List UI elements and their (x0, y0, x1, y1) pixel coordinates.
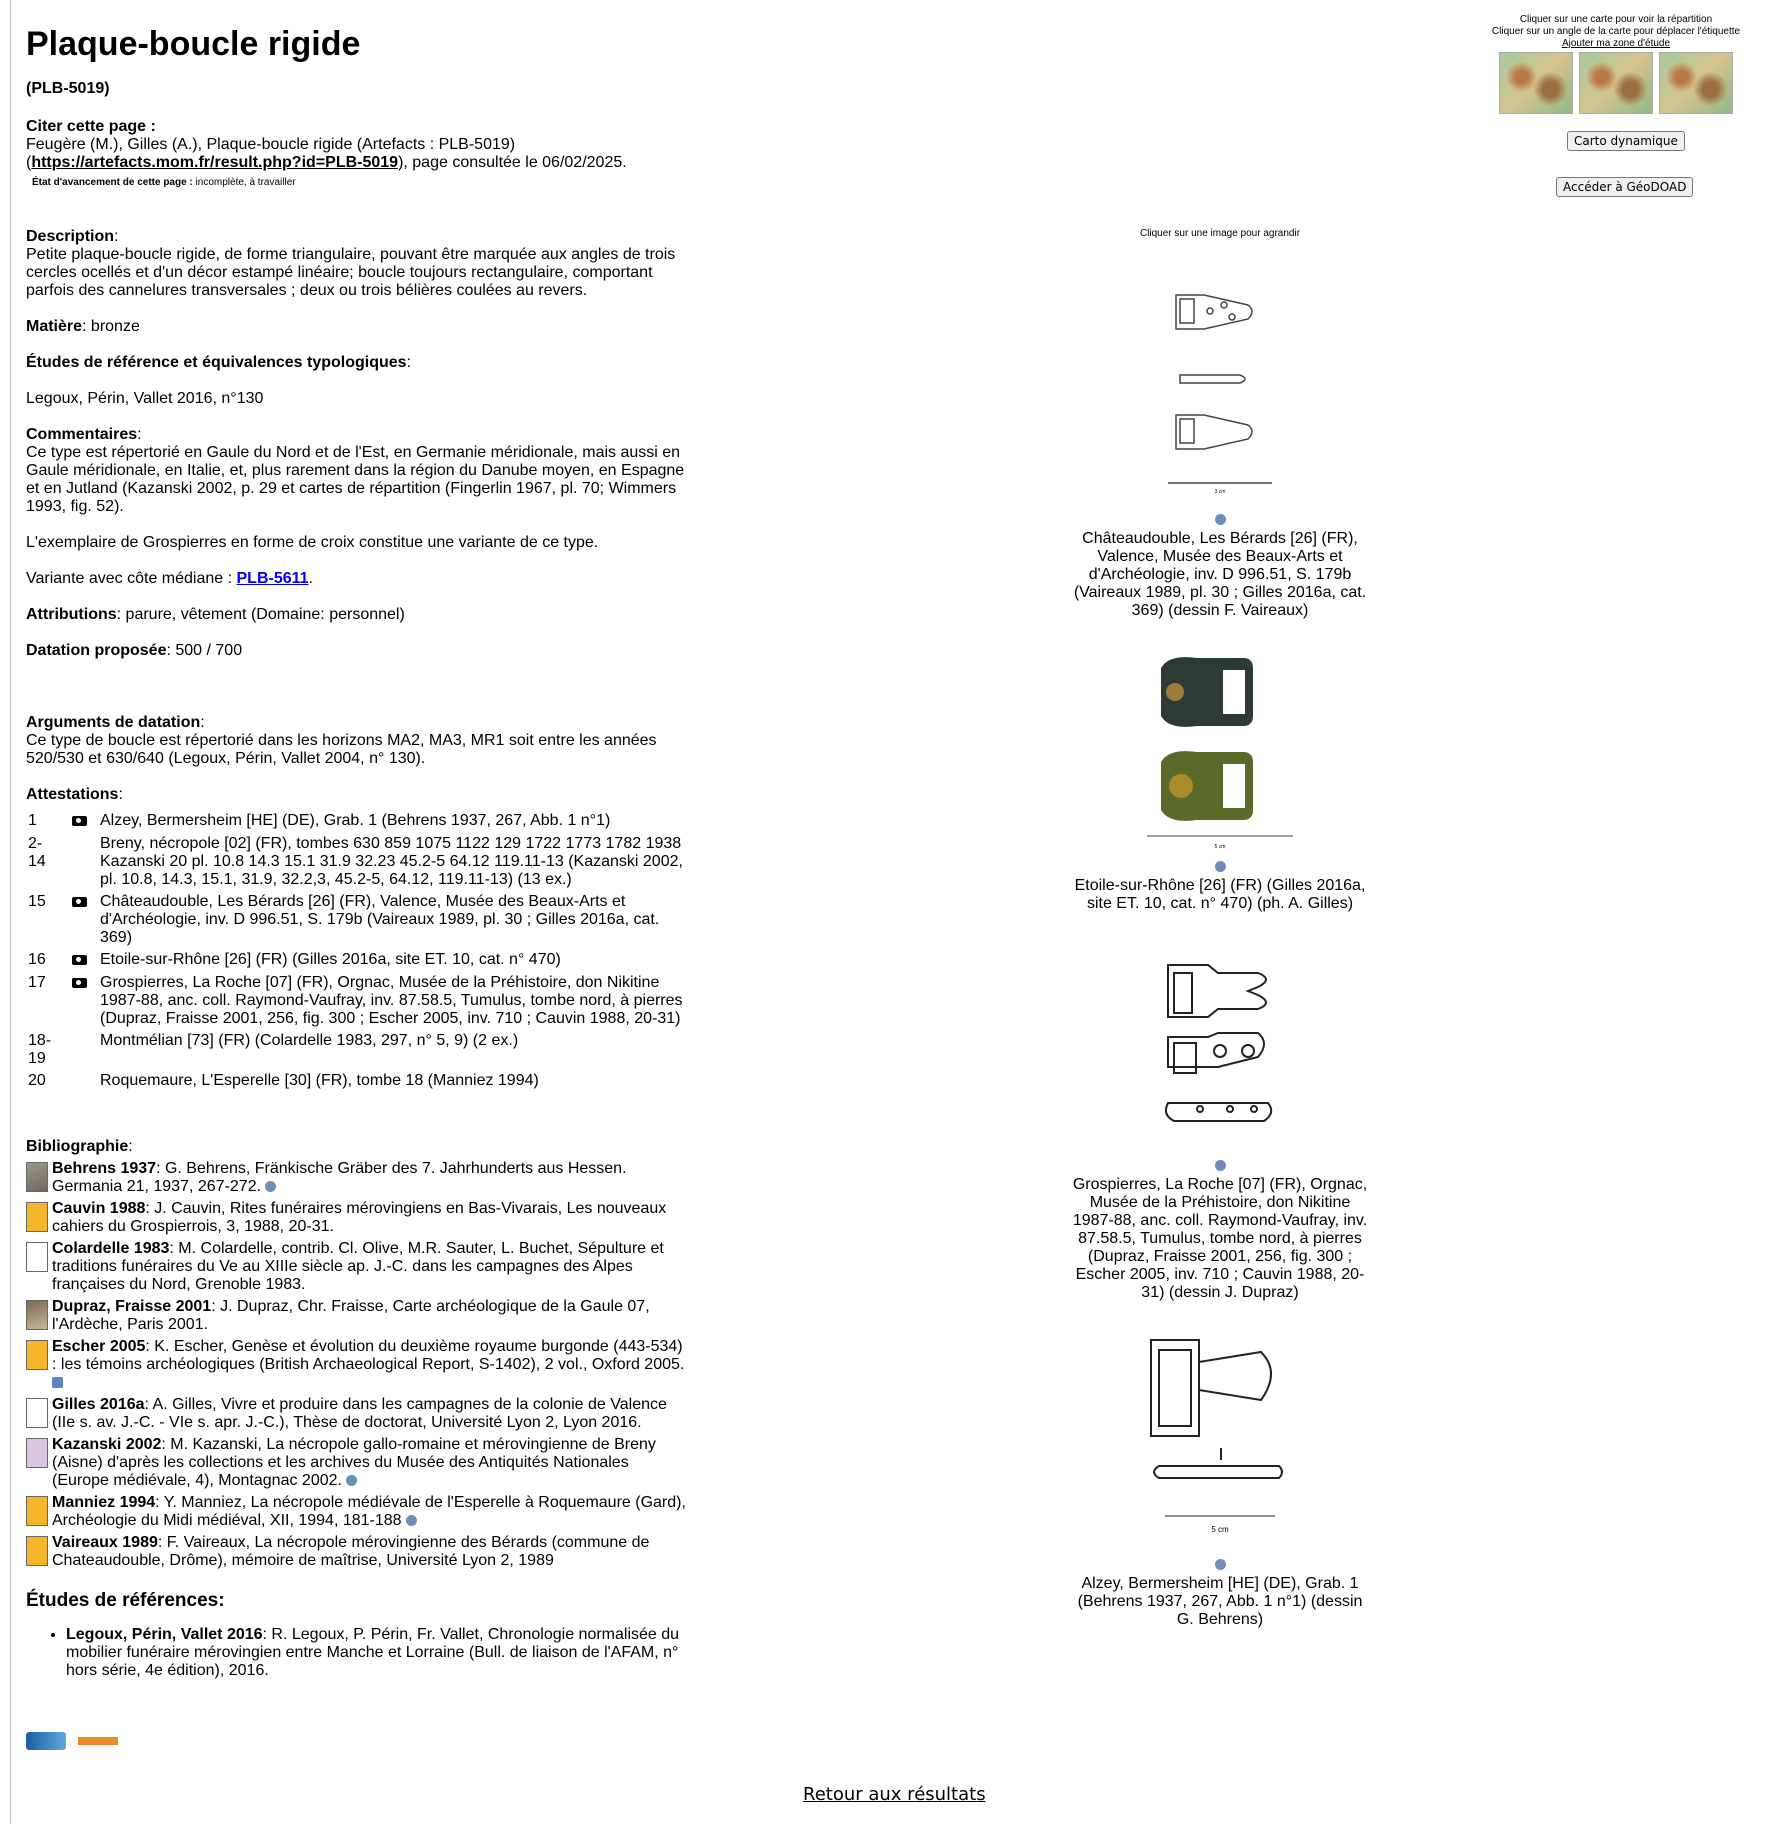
map-europe-west[interactable] (1579, 52, 1653, 114)
matiere-section: Matière: bronze (26, 318, 140, 335)
figure (1000, 1332, 1440, 1629)
image-column (1000, 228, 1440, 1629)
cite-block (26, 118, 686, 192)
figure-caption: Grospierres, La Roche [07] (FR), Orgnac, Musée de la Préhistoire, don Nikitine 1987-88, anc. coll. Raymond-Vaufray, inv. 87.58.5, Tumulus, tombe nord, à pierres (Dupraz, Fraisse 2001, 256, fig. 300 ; Escher 2005, inv. 710 ; Cauvin 1988, 20-31) (dessin J. Dupraz) (1072, 1176, 1368, 1301)
etudes-references-list (26, 1626, 686, 1680)
bib-item: Colardelle 1983: M. Colardelle, contrib. Cl. Olive, M.R. Sauter, L. Buchet, Sépulture et traditions funéraires du Ve au XIIIe siècle ap. J.-C. dans les campagnes des Alpes françaises du Nord, Grenoble 1983. (26, 1240, 686, 1294)
buckle-photo-image[interactable] (1135, 644, 1305, 854)
bib-item: Cauvin 1988: J. Cauvin, Rites funéraires mérovingiens en Bas-Vivarais, Les nouveaux cahiers du Grospierrois, 3, 1988, 20-31. (26, 1200, 686, 1236)
zoom-icon[interactable] (1215, 514, 1226, 525)
datation-section: Datation proposée: 500 / 700 (26, 642, 243, 659)
book-cover-icon[interactable] (26, 1242, 48, 1272)
bib-item: Dupraz, Fraisse 2001: J. Dupraz, Chr. Fraisse, Carte archéologique de la Gaule 07, l'Ardèche, Paris 2001. (26, 1298, 686, 1334)
table-row: 1 Alzey, Bermersheim [HE] (DE), Grab. 1 (Behrens 1937, 267, Abb. 1 n°1) (28, 812, 611, 829)
bib-item: Manniez 1994: Y. Manniez, La nécropole médiévale de l'Esperelle à Roquemaure (Gard), Archéologie du Midi médiéval, XII, 1994, 181-188 (26, 1494, 686, 1530)
camera-icon[interactable] (72, 978, 87, 988)
cite-text: Feugère (M.), Gilles (A.), Plaque-boucle rigide (Artefacts : PLB-5019) (https://artefacts.mom.fr/result.php?id=PLB-5019), page consultée le 06/02/2025. (26, 136, 627, 171)
table-row: 17 Grospierres, La Roche [07] (FR), Orgnac, Musée de la Préhistoire, don Nikitine 1987-88, anc. coll. Raymond-Vaufray, inv. 87.58.5, Tumulus, tombe nord, à pierres (Dupraz, Fraisse 2001, 256, fig. 300 ; Escher 2005, inv. 710 ; Cauvin 1988, 20-31) (28, 974, 683, 1027)
cite-label: Citer cette page : (26, 118, 156, 135)
zoom-icon[interactable] (1215, 861, 1226, 872)
status-line: État d'avancement de cette page : incomplète, à travailler (32, 177, 296, 188)
list-item: • Legoux, Périn, Vallet 2016: R. Legoux, P. Périn, Fr. Vallet, Chronologie normalisée du mobilier funéraire mérovingien entre Manche et Lorraine (Bull. de liaison de l'AFAM, n° hors série, 4e édition), 2016. (66, 1626, 686, 1680)
distribution-maps: Cliquer sur une carte pour voir la répartition Cliquer sur un angle de la carte pour déplacer l'étiquette Ajouter ma zone d'étude (1486, 14, 1746, 114)
book-cover-icon[interactable] (26, 1300, 48, 1330)
etudes-section: Études de référence et équivalences typologiques: Legoux, Périn, Vallet 2016, n°130 (26, 354, 412, 407)
camera-icon[interactable] (72, 816, 87, 826)
bib-item: Escher 2005: K. Escher, Genèse et évolution du deuxième royaume burgonde (443-534) : les témoins archéologiques (British Archaeological Report, S-1402), 2 vol., Oxford 2005. (26, 1338, 686, 1392)
buckle-drawing-image[interactable] (1135, 1332, 1305, 1552)
table-row: 18-19 Montmélian [73] (FR) (Colardelle 1983, 297, n° 5, 9) (2 ex.) (28, 1032, 519, 1067)
figure (1000, 277, 1440, 620)
map-europe[interactable] (1659, 52, 1733, 114)
carto-dynamique-button[interactable]: Carto dynamique (1567, 131, 1685, 151)
figure-caption: Etoile-sur-Rhône [26] (FR) (Gilles 2016a, site ET. 10, cat. n° 470) (ph. A. Gilles) (1074, 877, 1366, 912)
external-link-icon[interactable] (406, 1515, 417, 1526)
page-code: (PLB-5019) (26, 80, 110, 97)
external-link-icon[interactable] (346, 1475, 357, 1486)
table-row: 2-14 Breny, nécropole [02] (FR), tombes 630 859 1075 1122 129 1722 1773 1782 1938 Kazanski 20 pl. 10.8 14.3 15.1 31.9 32.23 45.2-5 64.12 119.11-13 (Kazanski 2002, pl. 10.8, 14.3, 15.1, 31.9, 32.2,3, 45.2-5, 64.12, 119.11-13) (13 ex.) (28, 835, 683, 888)
figure-caption: Alzey, Bermersheim [HE] (DE), Grab. 1 (Behrens 1937, 267, Abb. 1 n°1) (dessin G. Behrens) (1077, 1575, 1363, 1628)
afam-logo[interactable] (26, 1732, 66, 1750)
bib-item: Behrens 1937: G. Behrens, Fränkische Gräber des 7. Jahrhunderts aus Hessen. Germania 21, 1937, 267-272. (26, 1160, 686, 1196)
image-hint: Cliquer sur une image pour agrandir (1139, 228, 1301, 239)
bib-item: Gilles 2016a: A. Gilles, Vivre et produire dans les campagnes de la colonie de Valence (IIe s. av. J.-C. - VIe s. apr. J.-C.), Thèse de doctorat, Université Lyon 2, Lyon 2016. (26, 1396, 686, 1432)
geodoad-button[interactable]: Accéder à GéoDOAD (1556, 177, 1693, 197)
cite-url-link[interactable]: https://artefacts.mom.fr/result.php?id=PLB-5019 (31, 154, 399, 171)
left-border (10, 0, 11, 1824)
bibliographie-section: Bibliographie: Behrens 1937: G. Behrens, Fränkische Gräber des 7. Jahrhunderts aus Hessen. Germania 21, 1937, 267-272. Cauvin 1988: J. Cauvin, Rites funéraires mérovingiens en Bas-Vivarais, Les nouveaux cahiers du Grospierrois, 3, 1988, 20-31. Colardelle 1983: M. Colardelle, contrib. Cl. Olive, M.R. Sauter, L. Buchet, Sépulture et traditions funéraires du Ve au XIIIe siècle ap. J.-C. dans les campagnes des Alpes françaises du Nord, Grenoble 1983. Dupraz, Fraisse 2001: J. Dupraz, Chr. Fraisse, Carte archéologique de la Gaule 07, l'Ardèche, Paris 2001. Escher 2005: K. Escher, Genèse et évolution du deuxième royaume burgonde (443-534) : les témoins archéologiques (British Archaeological Report, S-1402), 2 vol., Oxford 2005. Gilles 2016a: A. Gilles, Vivre et produire dans les campagnes de la colonie de Valence (IIe s. av. J.-C. - VIe s. apr. J.-C.), Thèse de doctorat, Université Lyon 2, Lyon 2016. Kazanski 2002: M. Kazanski, La nécropole gallo-romaine et mérovingienne de Breny (Aisne) d'après les collections et les archives du Musée des Antiquités Nationales (Europe médiévale, 4), Montagnac 2002. Manniez 1994: Y. Manniez, La nécropole médiévale de l'Esperelle à Roquemaure (Gard), Archéologie du Midi médiéval, XII, 1994, 181-188 Vaireaux 1989: F. Vaireaux, La nécropole mérovingienne des Bérards (commune de Chateaudouble, Drôme), mémoire de maîtrise, Université Lyon 2, 1989 (26, 1138, 686, 1569)
zoom-icon[interactable] (1215, 1160, 1226, 1171)
etudes-references-heading: Études de références: (26, 1590, 225, 1611)
book-cover-icon[interactable] (26, 1162, 48, 1192)
table-row: 16 Etoile-sur-Rhône [26] (FR) (Gilles 2016a, site ET. 10, cat. n° 470) (28, 951, 561, 968)
attestations-section: Attestations: 1 Alzey, Bermersheim [HE] (DE), Grab. 1 (Behrens 1937, 267, Abb. 1 n°1) 2-14 Breny, nécropole [02] (FR), tombes 630 859 1075 1122 129 1722 1773 1782 1938 Kazanski 20 pl. 10.8 14.3 15.1 31.9 32.23 45.2-5 64.12 119.11-13 (Kazanski 2002, pl. 10.8, 14.3, 15.1, 31.9, 32.2,3, 45.2-5, 64.12, 119.11-13) (13 ex.) 15 Châteaudouble, Les Bérards [26] (FR), Valence, Musée des Beaux-Arts et d'Archéologie, inv. D 996.51, S. 179b (Vaireaux 1989, pl. 30 ; Gilles 2016a, cat. 369) 16 Etoile-sur-Rhône [26] (FR) (Gilles 2016a, site ET. 10, cat. n° 470) 17 Grospierres, La Roche [07] (FR), Orgnac, Musée de la Préhistoire, don Nikitine 1987-88, anc. coll. Raymond-Vaufray, inv. 87.58.5, Tumulus, tombe nord, à pierres (Dupraz, Fraisse 2001, 256, fig. 300 ; Escher 2005, inv. 710 ; Cauvin 1988, 20-31) 18-19 Montmélian [73] (FR) (Colardelle 1983, 297, n° 5, 9) (2 ex.) 20 Roquemaure, L'Esperelle [30] (FR), tombe 18 (Manniez 1994) (26, 786, 686, 1092)
document-icon[interactable] (52, 1377, 63, 1388)
map-france[interactable] (1499, 52, 1573, 114)
figure (1000, 644, 1440, 913)
table-row: 20 Roquemaure, L'Esperelle [30] (FR), tombe 18 (Manniez 1994) (28, 1072, 539, 1089)
bib-item: Kazanski 2002: M. Kazanski, La nécropole gallo-romaine et mérovingienne de Breny (Aisne) d'après les collections et les archives du Musée des Antiquités Nationales (Europe médiévale, 4), Montagnac 2002. (26, 1436, 686, 1490)
back-to-results-link[interactable]: Retour aux résultats (803, 1784, 986, 1805)
arguments-section: Arguments de datation: Ce type de boucle est répertorié dans les horizons MA2, MA3, MR1 soit entre les années 520/530 et 630/640 (Legoux, Périn, Vallet 2004, n° 130). (26, 714, 657, 767)
buckle-drawing-image[interactable] (1150, 277, 1290, 507)
scale-label: 5 cm (1214, 844, 1226, 850)
figure (1000, 953, 1440, 1302)
book-cover-icon[interactable] (26, 1496, 48, 1526)
add-zone-link[interactable]: Ajouter ma zone d'étude (1561, 38, 1671, 49)
partner-logos (26, 1732, 686, 1750)
scale-label: 3 cm (1214, 489, 1226, 495)
scale-label: 5 cm (1211, 1525, 1229, 1534)
camera-icon[interactable] (72, 955, 87, 965)
etudes-value: Legoux, Périn, Vallet 2016, n°130 (26, 390, 264, 407)
book-cover-icon[interactable] (26, 1438, 48, 1468)
table-row: 15 Châteaudouble, Les Bérards [26] (FR), Valence, Musée des Beaux-Arts et d'Archéologie, inv. D 996.51, S. 179b (Vaireaux 1989, pl. 30 ; Gilles 2016a, cat. 369) (28, 893, 660, 946)
main-content (26, 18, 686, 1750)
book-cover-icon[interactable] (26, 1398, 48, 1428)
book-cover-icon[interactable] (26, 1536, 48, 1566)
camera-icon[interactable] (72, 897, 87, 907)
book-cover-icon[interactable] (26, 1340, 48, 1370)
attestations-table (26, 810, 686, 1092)
book-cover-icon[interactable] (26, 1202, 48, 1232)
figure-caption: Châteaudouble, Les Bérards [26] (FR), Valence, Musée des Beaux-Arts et d'Archéologie, inv. D 996.51, S. 179b (Vaireaux 1989, pl. 30 ; Gilles 2016a, cat. 369) (dessin F. Vaireaux) (1073, 530, 1367, 619)
buckle-drawing-image[interactable] (1150, 953, 1290, 1153)
description-section: Description: Petite plaque-boucle rigide, de forme triangulaire, pouvant être marquée aux angles de trois cercles ocellés et d'un décor estampé linéaire; boucle toujours rectangulaire, comportant parfois des cannelures transversales ; deux ou trois bélières coulées au revers. (26, 228, 676, 299)
archeologie-logo[interactable] (78, 1737, 118, 1745)
external-link-icon[interactable] (265, 1181, 276, 1192)
zoom-icon[interactable] (1215, 1559, 1226, 1570)
attributions-section: Attributions: parure, vêtement (Domaine: personnel) (26, 606, 405, 623)
variant-link[interactable]: PLB-5611 (236, 570, 309, 587)
commentaires-section: Commentaires: Ce type est répertorié en Gaule du Nord et de l'Est, en Germanie méridionale, mais aussi en Gaule méridionale, en Italie, et, plus rarement dans la région du Danube moyen, en Espagne et en Jutland (Kazanski 2002, p. 29 et cartes de répartition (Fingerlin 1967, pl. 70; Wimmers 1993, fig. 52). L'exemplaire de Grospierres en forme de croix constitue une variante de ce type. Variante avec côte médiane : PLB-5611. (26, 426, 685, 587)
description-text: Petite plaque-boucle rigide, de forme triangulaire, pouvant être marquée aux angles de trois cercles ocellés et d'un décor estampé linéaire; boucle toujours rectangulaire, comportant parfois des cannelures transversales ; deux ou trois bélières coulées au revers. (26, 246, 676, 299)
page-title: Plaque-boucle rigide (26, 25, 361, 63)
bib-item: Vaireaux 1989: F. Vaireaux, La nécropole mérovingienne des Bérards (commune de Chateaudouble, Drôme), mémoire de maîtrise, Université Lyon 2, 1989 (26, 1534, 686, 1570)
